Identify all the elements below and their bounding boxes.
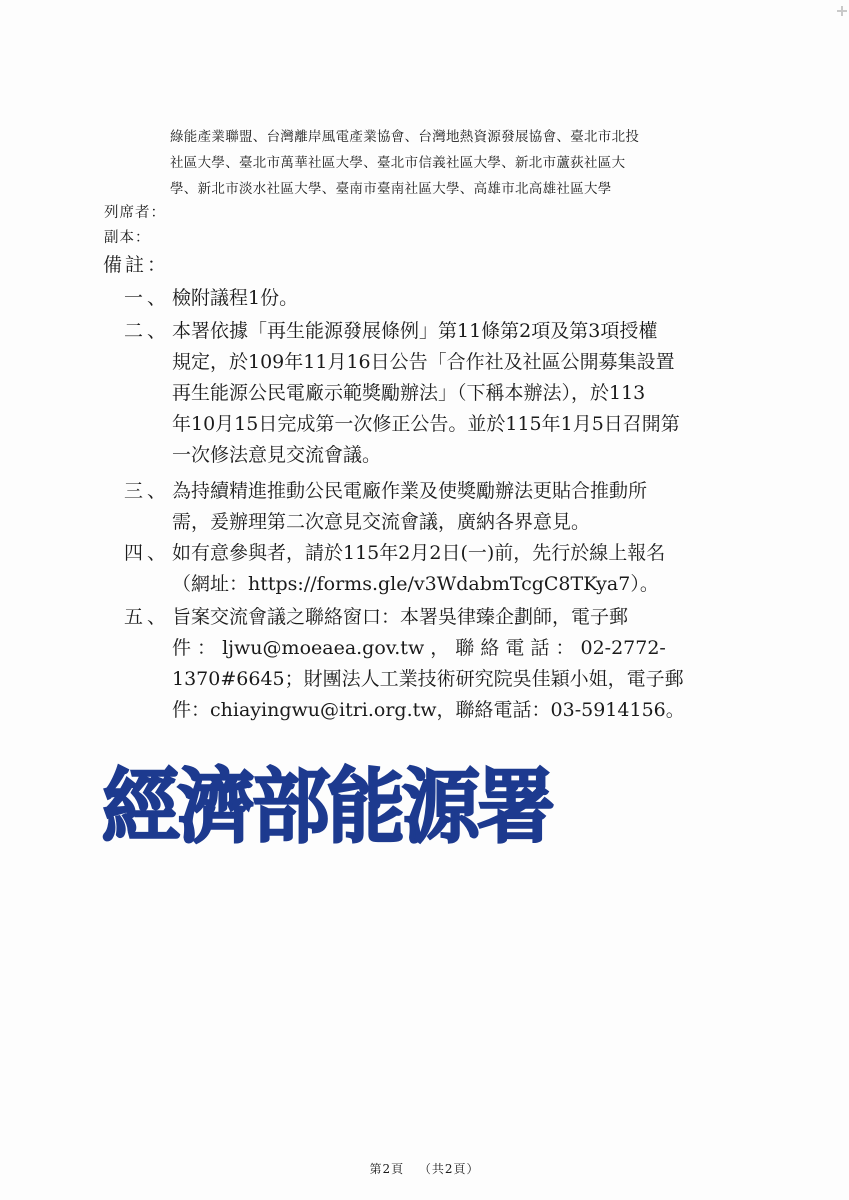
note-line: 規定，於109年11月16日公告「合作社及社區公開募集設置 [172, 351, 675, 373]
note-number: 三、 [124, 480, 171, 502]
recipients-line: 綠能產業聯盟、台灣離岸風電產業協會、台灣地熱資源發展協會、臺北市北投 [170, 129, 640, 145]
recipients-list [170, 124, 750, 202]
page-number: 第2頁 [369, 1162, 405, 1176]
note-line: 如有意參與者，請於115年2月2日(一)前，先行於線上報名 [172, 542, 666, 564]
note-line: 再生能源公民電廠示範獎勵辦法」（下稱本辦法），於113 [172, 382, 646, 404]
note-line: 檢附議程1份。 [172, 287, 299, 309]
agency-seal: 經濟部能源署 [102, 761, 553, 855]
note-item [124, 283, 764, 314]
note-line: 件 ： ljwu@moeaea.gov.tw ， 聯 絡 電 話 ： 02-2772- [172, 637, 666, 659]
note-line: 為持續精進推動公民電廠作業及使獎勵辦法更貼合推動所 [172, 480, 648, 502]
note-item [124, 476, 764, 538]
note-number: 二、 [124, 320, 171, 342]
corner-mark-icon [837, 6, 847, 16]
note-line: 件：chiayingwu@itri.org.tw，聯絡電話：03-5914156。 [172, 699, 685, 721]
recipients-line: 社區大學、臺北市萬華社區大學、臺北市信義社區大學、新北市蘆荻社區大 [170, 155, 626, 171]
note-line: 需，爰辦理第二次意見交流會議，廣納各界意見。 [172, 511, 591, 533]
page-footer [0, 1160, 849, 1177]
notes-heading: 備註： [103, 254, 170, 276]
note-line: 一次修法意見交流會議。 [172, 444, 382, 466]
note-number: 五、 [124, 606, 171, 628]
note-line: 年10月15日完成第一次修正公告。並於115年1月5日召開第 [172, 413, 680, 435]
recipients-line: 學、新北市淡水社區大學、臺南市臺南社區大學、高雄市北高雄社區大學 [170, 181, 612, 197]
note-item [124, 538, 764, 600]
copy-label: 副本： [104, 230, 151, 246]
note-item [124, 316, 764, 471]
note-number: 一、 [124, 287, 171, 309]
page-total: （共2頁） [418, 1162, 480, 1176]
note-number: 四、 [124, 542, 171, 564]
attendees-label: 列席者： [104, 205, 166, 221]
note-line: （網址：https://forms.gle/v3WdabmTcgC8TKya7）。 [172, 573, 659, 595]
note-line: 本署依據「再生能源發展條例」第11條第2項及第3項授權 [172, 320, 658, 342]
note-item [124, 602, 764, 726]
note-line: 1370#6645；財團法人工業技術研究院吳佳穎小姐，電子郵 [172, 668, 684, 690]
note-line: 旨案交流會議之聯絡窗口：本署吳律臻企劃師，電子郵 [172, 606, 629, 628]
